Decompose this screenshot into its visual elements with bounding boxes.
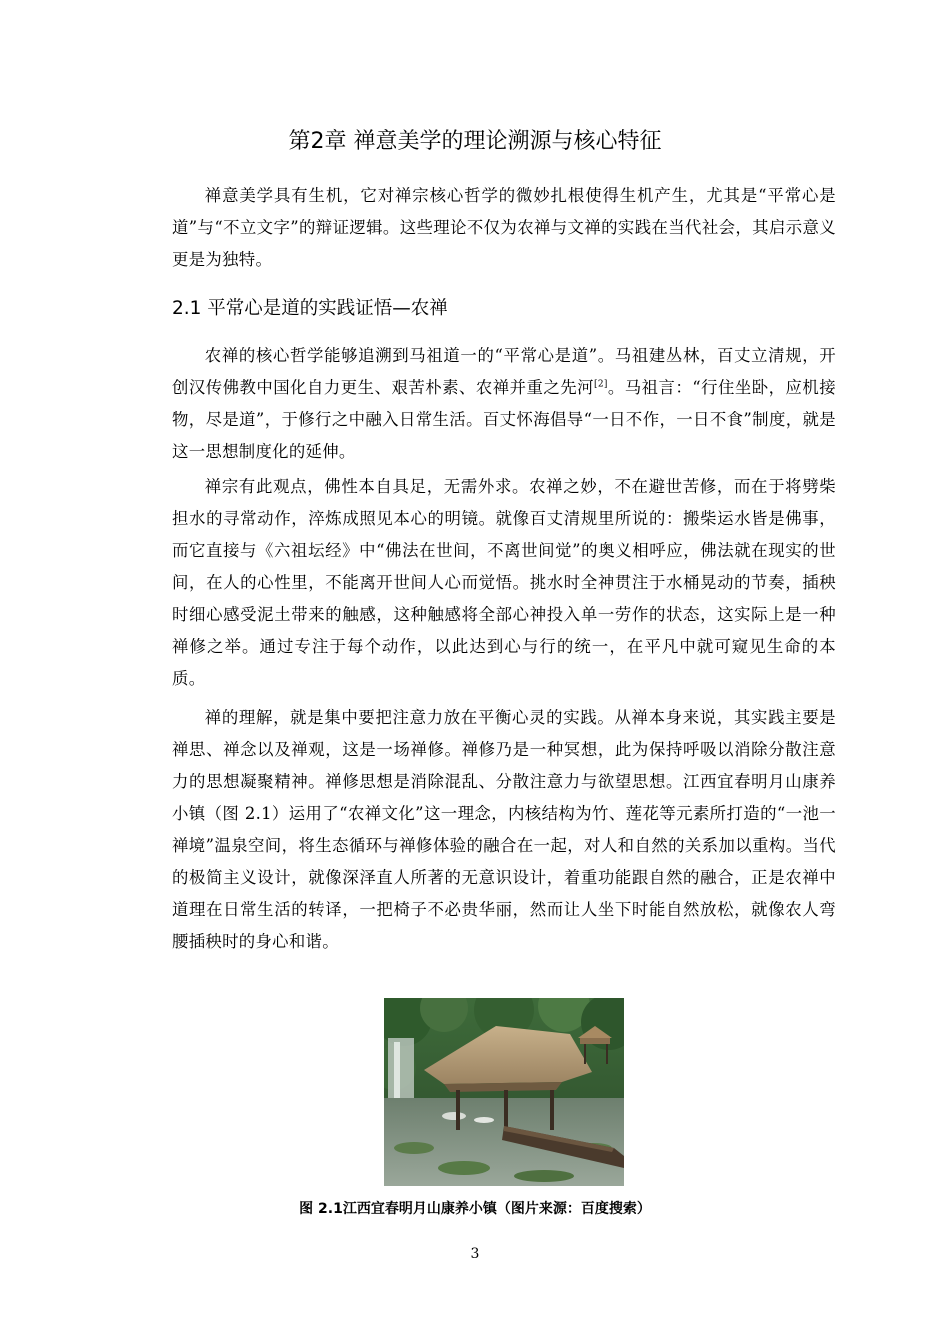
figure-caption: 图 2.1江西宜春明月山康养小镇（图片来源：百度搜索） <box>299 1201 651 1217</box>
section-title: 2.1 平常心是道的实践证悟—农禅 <box>172 298 448 319</box>
chapter-title: 第2章 禅意美学的理论溯源与核心特征 <box>288 129 662 154</box>
figure-photo <box>384 998 624 1186</box>
paragraph-1-text-cont: 。马祖言：“行住坐卧，应机接物，尽是道”，于修行之中融入日常生活。百丈怀海倡导“一日不作，一日不食”制度，就是这一思想制度化的延伸。 <box>172 378 836 461</box>
citation-ref[interactable]: [2] <box>594 379 608 390</box>
paragraph-2: 禅宗有此观点，佛性本自具足，无需外求。农禅之妙，不在避世苦修，而在于将劈柴担水的寻常动作，淬炼成照见本心的明镜。就像百丈清规里所说的：搬柴运水皆是佛事，而它直接与《六祖坛经》中“佛法在世间，不离世间觉”的奥义相呼应，佛法就在现实的世间，在人的心性里，不能离开世间人心而觉悟。挑水时全神贯注于水桶晃动的节奏，插秧时细心感受泥土带来的触感，这种触感将全部心神投入单一劳作的状态，这实际上是一种禅修之举。通过专注于每个动作，以此达到心与行的统一，在平凡中就可窥见生命的本质。 <box>172 477 836 688</box>
paragraph-1 <box>172 340 836 468</box>
intro-paragraph: 禅意美学具有生机，它对禅宗核心哲学的微妙扎根使得生机产生，尤其是“平常心是道”与“不立文字”的辩证逻辑。这些理论不仅为农禅与文禅的实践在当代社会，其启示意义更是为独特。 <box>172 186 836 269</box>
page-number: 3 <box>470 1246 480 1262</box>
paragraph-3: 禅的理解，就是集中要把注意力放在平衡心灵的实践。从禅本身来说，其实践主要是禅思、禅念以及禅观，这是一场禅修。禅修乃是一种冥想，此为保持呼吸以消除分散注意力的思想凝聚精神。禅修思想是消除混乱、分散注意力与欲望思想。江西宜春明月山康养小镇（图 2.1）运用了“农禅文化”这一理念，内核结构为竹、莲花等元素所打造的“一池一禅境”温泉空间，将生态循环与禅修体验的融合在一起，对人和自然的关系加以重构。当代的极简主义设计，就像深泽直人所著的无意识设计，着重功能跟自然的融合，正是农禅中道理在日常生活的转译，一把椅子不必贵华丽，然而让人坐下时能自然放松，就像农人弯腰插秧时的身心和谐。 <box>172 708 836 951</box>
pavilion-photo-illustration <box>384 998 624 1186</box>
paragraph-1-text: 农禅的核心哲学能够追溯到马祖道一的“平常心是道”。马祖建丛林，百丈立清规，开创汉传佛教中国化自力更生、艰苦朴素、农禅并重之先河 <box>172 346 836 397</box>
